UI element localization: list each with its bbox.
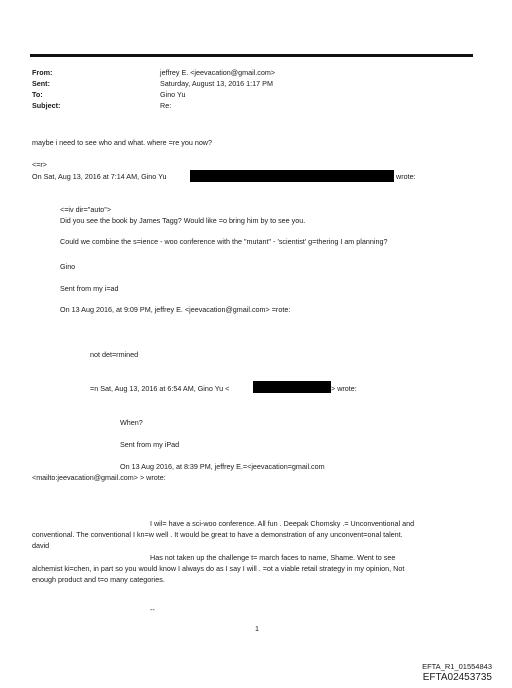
body-line-2: <=r> [32, 160, 47, 169]
not-determined: not det=rmined [90, 350, 139, 359]
sent-label: Sent: [32, 79, 50, 88]
to-label: To: [32, 90, 43, 99]
quote-3-suffix: > wrote: [331, 384, 357, 393]
quote-4: On 13 Aug 2016, at 8:39 PM, jeffrey E.=<jeevacation=gmail.com [120, 462, 325, 471]
paragraph-2-line-b: alchemist ki=chen, in part so you would know I always do as I say I will . =ot a viable retail strategy in my opinion, Not [32, 564, 405, 573]
paragraph-2-line-c: enough product and t=o many categories. [32, 575, 165, 584]
header-top-rule [30, 54, 473, 57]
subject-label: Subject: [32, 101, 61, 110]
paragraph-2-line-a: Has not taken up the challenge t= march faces to name, Shame. Went to see [150, 553, 396, 562]
bates-number-small: EFTA_R1_01554843 [422, 662, 492, 671]
quote-3-prefix: =n Sat, Aug 13, 2016 at 6:54 AM, Gino Yu < [90, 384, 230, 393]
div-tag-line: <=iv dir="auto"> [60, 205, 112, 214]
body-line-1: maybe i need to see who and what. where =re you now? [32, 138, 212, 147]
ellipsis-mark: -- [150, 605, 155, 614]
page-number: 1 [255, 624, 259, 633]
sign-gino: Gino [60, 262, 76, 271]
paragraph-1-line-b: conventional. The conventional I kn=w well . It would be great to have a demonstration of any unconvent=onal talent. [32, 530, 403, 539]
redaction-box [190, 170, 394, 182]
when-line: When? [120, 418, 143, 427]
from-label: From: [32, 68, 53, 77]
from-value: jeffrey E. <jeevacation@gmail.com> [160, 68, 276, 77]
sent-from-ipad-2: Sent from my iPad [120, 440, 180, 449]
paragraph-1-line-c: david [32, 541, 50, 550]
to-value: Gino Yu [160, 90, 186, 99]
combine-line: Could we combine the s=ience - woo conference with the "mutant" - 'scientist' g=thering I am planning? [60, 237, 388, 246]
quote-4-cont: <mailto:jeevacation@gmail.com> > wrote: [32, 473, 166, 482]
book-line: Did you see the book by James Tagg? Would like =o bring him by to see you. [60, 216, 306, 225]
quote-2: On 13 Aug 2016, at 9:09 PM, jeffrey E. <jeevacation@gmail.com> =rote: [60, 305, 291, 314]
quote-1-suffix: wrote: [396, 172, 416, 181]
paragraph-1-line-a: I wil= have a sci-woo conference. All fun . Deepak Chomsky .= Unconventional and [150, 519, 415, 528]
subject-value: Re: [160, 101, 172, 110]
sent-value: Saturday, August 13, 2016 1:17 PM [160, 79, 273, 88]
quote-1-prefix: On Sat, Aug 13, 2016 at 7:14 AM, Gino Yu [32, 172, 167, 181]
redaction-box [253, 381, 331, 393]
bates-number-large: EFTA02453735 [422, 672, 492, 683]
sent-from-ipad-1: Sent from my i=ad [60, 284, 119, 293]
